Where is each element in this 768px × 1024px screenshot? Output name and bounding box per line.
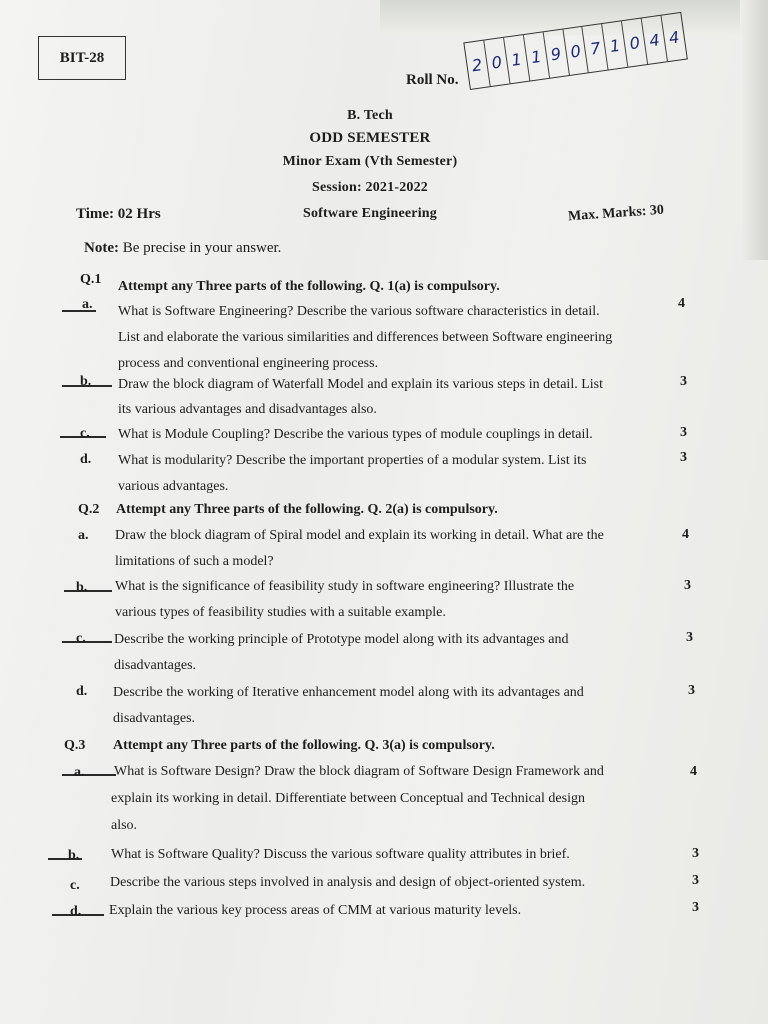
question-instruction: Attempt any Three parts of the following. Q. 3(a) is compulsory.: [113, 738, 495, 753]
part-text: disadvantages.: [114, 658, 197, 673]
roll-digit: 0: [563, 27, 589, 75]
pen-tick: [62, 641, 112, 643]
roll-digit: 1: [504, 35, 530, 83]
part-text: disadvantages.: [113, 711, 196, 726]
part-text: List and elaborate the various similarities and differences between Software engineering: [118, 330, 613, 345]
time-allowed: Time: 02 Hrs: [76, 206, 161, 222]
part-text: process and conventional engineering process.: [118, 356, 379, 371]
part-text: What is Software Engineering? Describe the various software characteristics in detail.: [118, 304, 600, 319]
part-marks: 4: [682, 527, 689, 542]
part-label: a.: [78, 528, 89, 543]
part-text: Describe the working of Iterative enhancement model along with its advantages and: [113, 685, 584, 700]
part-text: Draw the block diagram of Spiral model and explain its working in detail. What are the: [115, 528, 604, 543]
part-marks: 3: [686, 630, 693, 645]
part-label: a.: [74, 765, 85, 780]
part-text: Draw the block diagram of Waterfall Model and explain its various steps in detail. List: [118, 377, 603, 392]
part-text: its various advantages and disadvantages also.: [118, 402, 377, 417]
roll-digit: 4: [667, 26, 681, 48]
note-label: Note:: [84, 240, 119, 256]
question-number: Q.1: [80, 272, 102, 287]
paper-fold-right: [740, 0, 768, 260]
roll-digit: 1: [524, 32, 550, 80]
question-instruction: Attempt any Three parts of the following. Q. 1(a) is compulsory.: [118, 279, 500, 294]
roll-digit: 7: [583, 24, 609, 72]
part-marks: 3: [688, 683, 695, 698]
part-label: b.: [76, 580, 88, 595]
part-text: various advantages.: [118, 479, 229, 494]
part-text: What is the significance of feasibility study in software engineering? Illustrate the: [115, 579, 575, 594]
roll-digit: 4: [642, 16, 668, 64]
part-label: b.: [80, 374, 92, 389]
part-marks: 3: [692, 873, 699, 888]
part-marks: 3: [684, 578, 691, 593]
part-label: c.: [80, 426, 90, 441]
part-label: d.: [80, 452, 92, 467]
part-marks: 4: [678, 296, 685, 311]
roll-digit: 1: [602, 21, 628, 69]
part-marks: 3: [680, 425, 687, 440]
part-text: What is modularity? Describe the important properties of a modular system. List its: [118, 453, 587, 468]
roll-digit: 9: [543, 29, 569, 77]
part-marks: 3: [692, 846, 699, 861]
part-marks: 3: [680, 374, 687, 389]
note: [84, 240, 281, 257]
question-instruction: Attempt any Three parts of the following. Q. 2(a) is compulsory.: [116, 502, 498, 517]
session-line: Session: 2021-2022: [312, 180, 428, 195]
pen-tick: [62, 774, 116, 776]
part-text: limitations of such a model?: [115, 554, 274, 569]
roll-digit: 0: [622, 18, 648, 66]
part-text: Describe the various steps involved in analysis and design of object-oriented system.: [110, 875, 586, 890]
max-marks: Max. Marks: 30: [567, 202, 665, 225]
exam-line: Minor Exam (Vth Semester): [282, 154, 458, 169]
subject-line: Software Engineering: [302, 206, 437, 221]
part-label: c.: [76, 631, 86, 646]
part-marks: 3: [680, 450, 687, 465]
part-marks: 4: [690, 764, 697, 779]
part-text: explain its working in detail. Differentiate between Conceptual and Technical design: [111, 791, 585, 806]
question-number: Q.3: [64, 738, 86, 753]
roll-digit: 2: [464, 41, 490, 89]
pen-tick: [64, 590, 112, 592]
paper-code: BIT-28: [59, 49, 105, 66]
part-text: What is Software Design? Draw the block diagram of Software Design Framework and: [114, 764, 604, 779]
part-label: b.: [68, 848, 80, 863]
question-number: Q.2: [78, 502, 100, 517]
programme-line: B. Tech: [347, 108, 393, 123]
roll-number-label: Roll No.: [406, 72, 459, 88]
part-label: c.: [70, 878, 80, 893]
part-text: Describe the working principle of Prototype model along with its advantages and: [114, 632, 569, 647]
part-text: also.: [111, 818, 138, 833]
part-text: Explain the various key process areas of CMM at various maturity levels.: [109, 903, 522, 918]
part-label: a.: [82, 297, 93, 312]
note-text: Be precise in your answer.: [122, 240, 282, 256]
roll-digit: 0: [484, 38, 510, 86]
part-text: various types of feasibility studies with a suitable example.: [115, 605, 446, 620]
paper-code-box: [38, 36, 126, 80]
part-label: d.: [70, 904, 82, 919]
semester-line: ODD SEMESTER: [309, 130, 431, 146]
part-label: d.: [76, 684, 88, 699]
part-marks: 3: [692, 900, 699, 915]
part-text: What is Software Quality? Discuss the various software quality attributes in brief.: [111, 847, 570, 862]
part-text: What is Module Coupling? Describe the various types of module couplings in detail.: [118, 427, 593, 442]
